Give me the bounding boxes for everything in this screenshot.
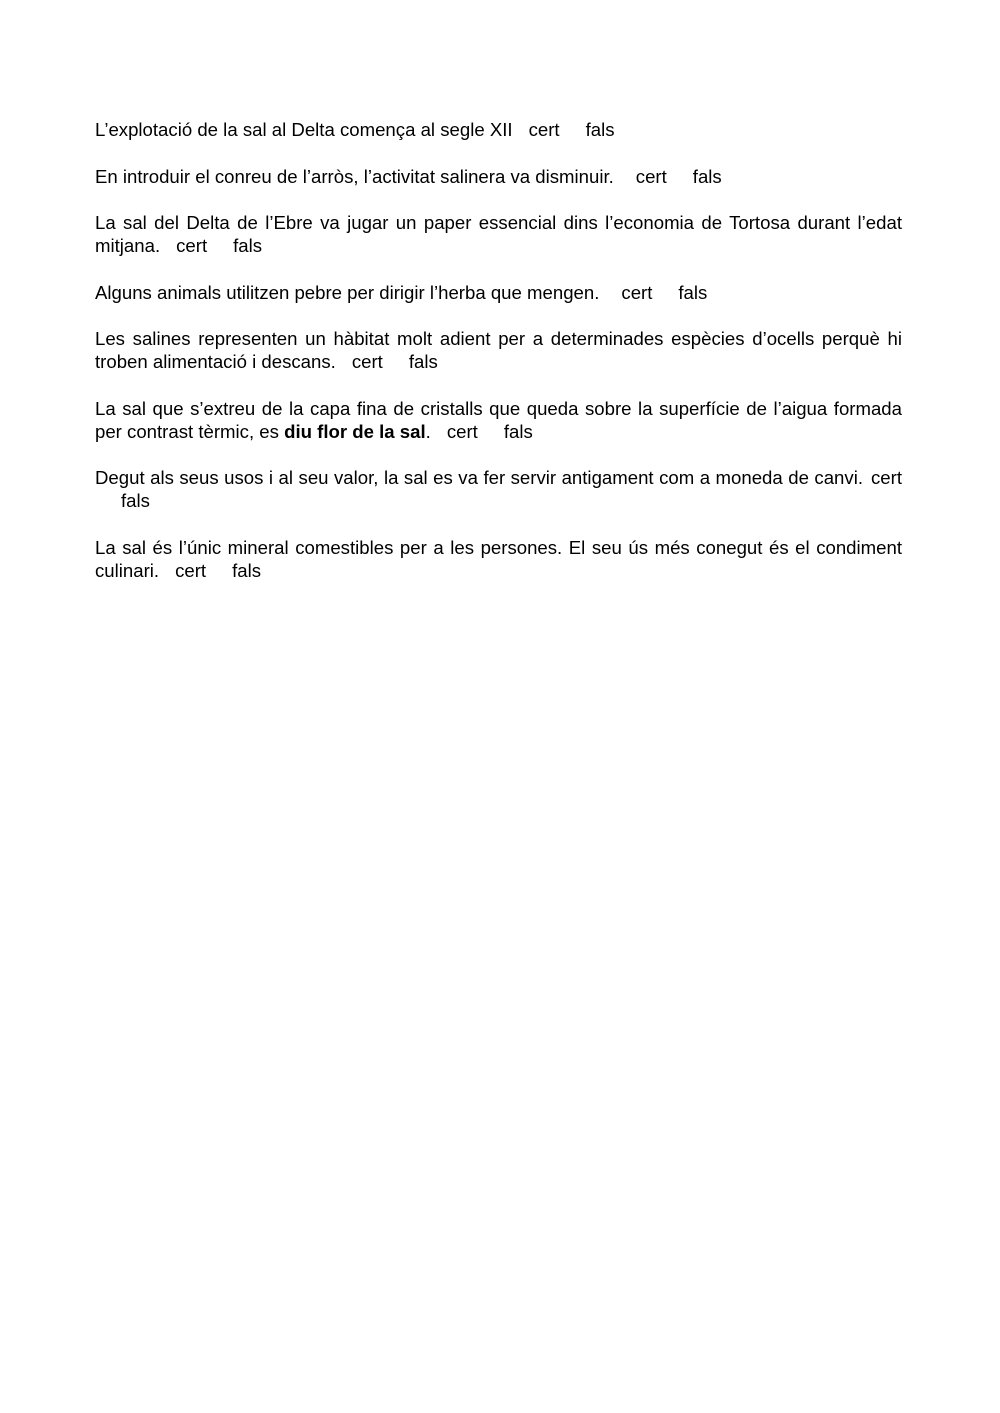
option-cert[interactable]: cert	[175, 559, 207, 581]
question-text-after: .	[425, 420, 431, 442]
option-fals[interactable]: fals	[692, 165, 722, 187]
question-8	[95, 536, 902, 582]
question-text: Degut als seus usos i al seu valor, la sal es va fer servir antigament com a moneda de canvi.	[95, 467, 863, 488]
option-cert[interactable]: cert	[871, 467, 902, 488]
question-3	[95, 211, 902, 257]
question-text-before: La sal que s’extreu de la capa fina de cristalls que queda sobre la superfície de l’aigua formada per contrast tèrmic, es	[95, 397, 902, 442]
option-cert[interactable]: cert	[528, 119, 560, 140]
question-text: La sal és l’únic mineral comestibles per a les persones. El seu ús més conegut és el condiment culinari.	[95, 536, 902, 581]
question-1	[95, 118, 902, 141]
option-fals[interactable]: fals	[678, 281, 708, 303]
option-fals[interactable]: fals	[233, 235, 263, 256]
question-7	[95, 466, 902, 512]
option-fals[interactable]: fals	[503, 420, 533, 442]
option-fals[interactable]: fals	[232, 559, 262, 581]
option-cert[interactable]: cert	[446, 420, 478, 442]
question-2	[95, 165, 902, 188]
option-cert[interactable]: cert	[176, 235, 208, 256]
option-cert[interactable]: cert	[635, 165, 667, 187]
option-cert[interactable]: cert	[621, 281, 653, 303]
question-text-bold: diu flor de la sal	[284, 420, 426, 442]
question-text: Alguns animals utilitzen pebre per dirigir l’herba que mengen.	[95, 281, 600, 303]
question-list	[95, 118, 902, 605]
question-text: En introduir el conreu de l’arròs, l’activitat salinera va disminuir.	[95, 165, 614, 187]
option-cert[interactable]: cert	[351, 351, 383, 372]
option-fals[interactable]: fals	[408, 351, 438, 372]
question-text: Les salines representen un hàbitat molt adient per a determinades espècies d’ocells perquè hi troben alimentació i descans.	[95, 328, 902, 372]
question-text: La sal del Delta de l’Ebre va jugar un paper essencial dins l’economia de Tortosa durant l’edat mitjana.	[95, 212, 902, 256]
option-fals[interactable]: fals	[121, 490, 150, 511]
question-4	[95, 281, 902, 304]
question-6	[95, 397, 902, 443]
question-5	[95, 327, 902, 373]
option-fals[interactable]: fals	[585, 119, 615, 140]
question-text: L’explotació de la sal al Delta comença al segle XII	[95, 119, 513, 140]
